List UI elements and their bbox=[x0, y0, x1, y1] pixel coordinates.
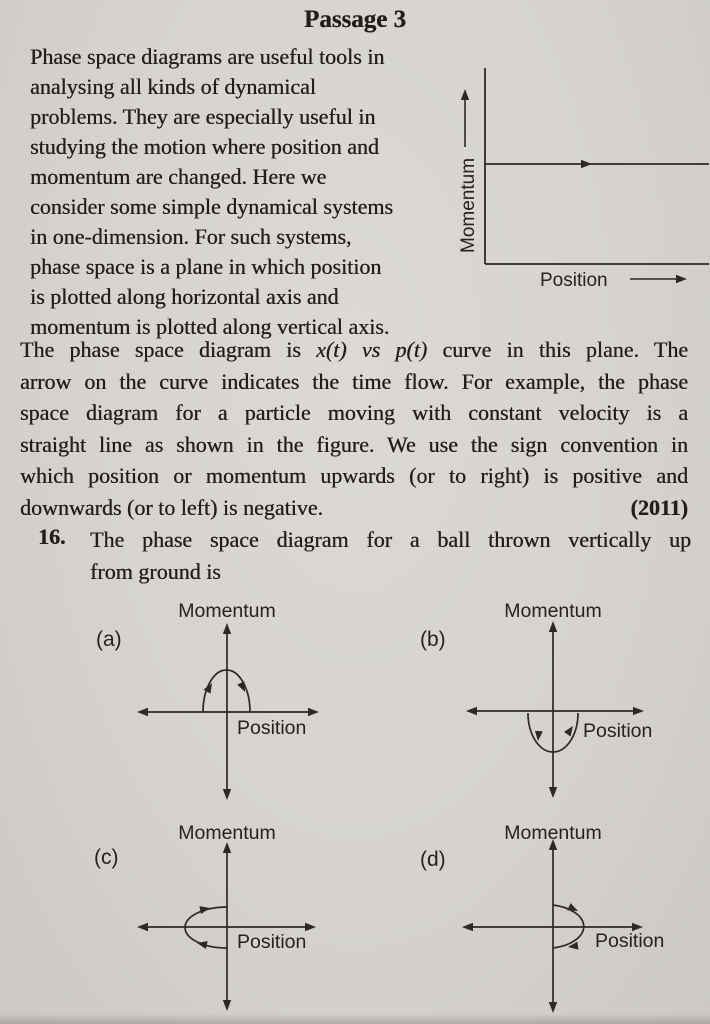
passage-line: is plotted along horizontal axis and bbox=[30, 284, 339, 309]
passage-text: The phase space diagram is bbox=[20, 337, 317, 362]
option-c-label: (c) bbox=[94, 846, 119, 869]
passage-line: problems. They are especially useful in bbox=[30, 104, 376, 129]
momentum-axis-label: Momentum bbox=[178, 822, 276, 844]
momentum-axis-label: Momentum bbox=[504, 822, 602, 844]
curve-arrow-icon bbox=[196, 939, 207, 949]
momentum-axis-label: Momentum bbox=[504, 600, 602, 622]
math-vs: vs bbox=[346, 337, 396, 362]
passage-line: arrow on the curve indicates the time flow. For example, the phase bbox=[20, 368, 688, 394]
passage-paragraph bbox=[20, 334, 688, 523]
passage-line bbox=[20, 334, 688, 366]
phase-space-figure bbox=[440, 55, 710, 300]
position-axis-label: Position bbox=[595, 930, 665, 952]
passage-line: straight line as shown in the figure. We use the sign convention in bbox=[20, 431, 688, 457]
axis-arrow-icon bbox=[223, 1000, 231, 1011]
up-arrow-icon bbox=[461, 89, 469, 100]
right-arrow-icon bbox=[676, 275, 687, 283]
passage-line: consider some simple dynamical systems bbox=[30, 194, 393, 219]
passage-line: phase space is a plane in which position bbox=[30, 254, 382, 279]
passage-text: downwards (or to left) is negative. bbox=[20, 494, 324, 520]
passage-title: Passage 3 bbox=[303, 6, 407, 33]
passage-line: studying the motion where position and bbox=[30, 134, 379, 159]
passage-line: space diagram for a particle moving with constant velocity is a bbox=[20, 400, 688, 425]
math-p-t: p(t) bbox=[395, 337, 428, 362]
axis-arrow-icon bbox=[137, 708, 148, 716]
passage-line: momentum are changed. Here we bbox=[30, 164, 327, 189]
position-axis-label: Position bbox=[237, 717, 307, 739]
question-number: 16. bbox=[38, 524, 66, 549]
question-text bbox=[90, 524, 691, 588]
page-bottom-shadow bbox=[0, 1014, 710, 1024]
option-b-figure bbox=[420, 590, 700, 812]
axis-arrow-icon bbox=[462, 923, 473, 931]
axis-arrow-icon bbox=[549, 621, 557, 632]
option-a-label: (a) bbox=[96, 628, 122, 651]
option-a-figure bbox=[120, 595, 340, 810]
passage-line: Phase space diagrams are useful tools in bbox=[30, 44, 385, 69]
position-axis-label: Position bbox=[583, 720, 653, 742]
math-x-t: x(t) bbox=[316, 337, 347, 362]
axis-arrow-icon bbox=[305, 923, 316, 931]
axis-arrow-icon bbox=[549, 1002, 557, 1013]
axis-arrow-icon bbox=[633, 707, 644, 715]
option-b-label: (b) bbox=[420, 628, 446, 651]
time-flow-arrow-icon bbox=[581, 160, 592, 168]
position-axis-label: Position bbox=[237, 931, 307, 953]
option-d-figure bbox=[420, 815, 700, 1020]
momentum-axis-label: Momentum bbox=[178, 600, 276, 622]
passage-line bbox=[20, 492, 688, 524]
position-axis-label: Position bbox=[540, 270, 608, 291]
axis-arrow-icon bbox=[466, 707, 477, 715]
axis-arrow-icon bbox=[308, 708, 319, 716]
axis-arrow-icon bbox=[137, 923, 148, 931]
passage-line: in one-dimension. For such systems, bbox=[30, 224, 352, 249]
passage-line: analysing all kinds of dynamical bbox=[30, 74, 316, 99]
axis-arrow-icon bbox=[223, 623, 231, 634]
momentum-axis-label: Momentum bbox=[458, 157, 479, 253]
curve-arrow-icon bbox=[567, 903, 579, 914]
option-c-figure bbox=[120, 815, 340, 1020]
passage-line: which position or momentum upwards (or to right) is positive and bbox=[20, 463, 688, 488]
year-badge: (2011) bbox=[630, 494, 688, 520]
option-d-label: (d) bbox=[420, 848, 446, 871]
passage-column-text bbox=[30, 42, 462, 342]
axis-arrow-icon bbox=[223, 789, 231, 800]
passage-text: curve in this plane. The bbox=[427, 337, 689, 362]
passage-line: momentum is plotted along vertical axis. bbox=[30, 314, 390, 339]
question-text-line2: from ground is bbox=[90, 559, 221, 584]
axis-arrow-icon bbox=[549, 787, 557, 798]
question-text-line1: The phase space diagram for a ball thrown vertically up bbox=[90, 527, 691, 552]
